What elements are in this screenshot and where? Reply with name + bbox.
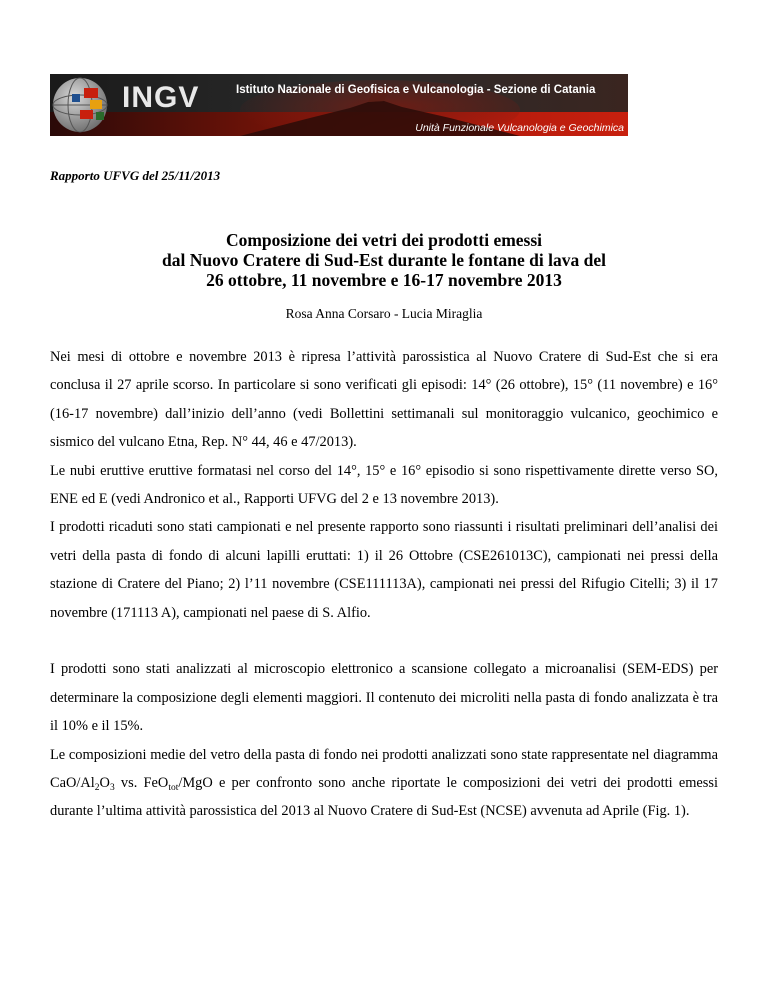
text-run: Le composizioni medie del vetro della pasta di fondo nei prodotti analizzati sono state rappresentate nel diagramma CaO/Al — [50, 746, 718, 792]
report-reference: Rapporto UFVG del 25/11/2013 — [50, 168, 221, 183]
title-line: 26 ottobre, 11 novembre e 16-17 novembre 2013 — [206, 270, 562, 290]
paragraph: I prodotti sono stati analizzati al microscopio elettronico a scansione collegato a microanalisi (SEM-EDS) per determinare la composizione degli elementi maggiori. Il contenuto dei microliti nella pasta di fondo analizzata è tra il 10% e il 15%. — [50, 661, 718, 735]
paragraph: Le nubi eruttive eruttive formatasi nel corso del 14°, 15° e 16° episodio si sono rispettivamente dirette verso SO, ENE ed E (vedi Andronico et al., Rapporti UFVG del 2 e 13 novembre 2013). — [50, 462, 718, 508]
subscript: tot — [168, 783, 179, 794]
document-body — [50, 343, 718, 826]
globe-logo-icon — [50, 74, 120, 136]
unit-name: Unità Funzionale Vulcanologia e Geochimica — [415, 122, 624, 134]
title-line: Composizione dei vetri dei prodotti emessi — [225, 230, 543, 250]
text-run: O — [99, 775, 110, 792]
subscript: 2 — [94, 783, 100, 794]
logo-text: INGV — [122, 81, 200, 114]
paragraph — [50, 741, 718, 826]
document-title — [60, 230, 708, 290]
subscript: 3 — [109, 783, 115, 794]
text-run: /MgO e per confronto sono anche riportate le composizioni dei vetri dei prodotti emessi durante l’ultima attività parossistica del 2013 al Nuovo Cratere di Sud-Est (NCSE) avvenuta ad Aprile (Fig. 1). — [50, 775, 718, 820]
paragraph: I prodotti ricaduti sono stati campionati e nel presente rapporto sono riassunti i risultati preliminari dell’analisi dei vetri della pasta di fondo di alcuni lapilli eruttati: 1) il 26 Ottobre (CSE261013C), campionati nei pressi della stazione di Cratere del Piano; 2) l’11 novembre (CSE111113A), campionati nei pressi del Rifugio Citelli; 3) il 17 novembre (171113 A), campionati nel paese di S. Alfio. — [50, 519, 718, 621]
text-run: vs. FeO — [114, 775, 169, 792]
institute-name: Istituto Nazionale di Geofisica e Vulcanologia - Sezione di Catania — [236, 84, 596, 96]
header-banner — [50, 74, 628, 136]
authors: Rosa Anna Corsaro - Lucia Miraglia — [285, 306, 483, 321]
title-line: dal Nuovo Cratere di Sud-Est durante le fontane di lava del — [161, 250, 606, 270]
paragraph: Nei mesi di ottobre e novembre 2013 è ripresa l’attività parossistica al Nuovo Cratere di Sud-Est che si era conclusa il 27 aprile scorso. In particolare si sono verificati gli episodi: 14° (26 ottobre), 15° (11 novembre) e 16° (16-17 novembre) dall’inizio dell’anno (vedi Bollettini settimanali sul monitoraggio vulcanico, geochimico e sismico del vulcano Etna, Rep. N° 44, 46 e 47/2013). — [50, 349, 718, 451]
